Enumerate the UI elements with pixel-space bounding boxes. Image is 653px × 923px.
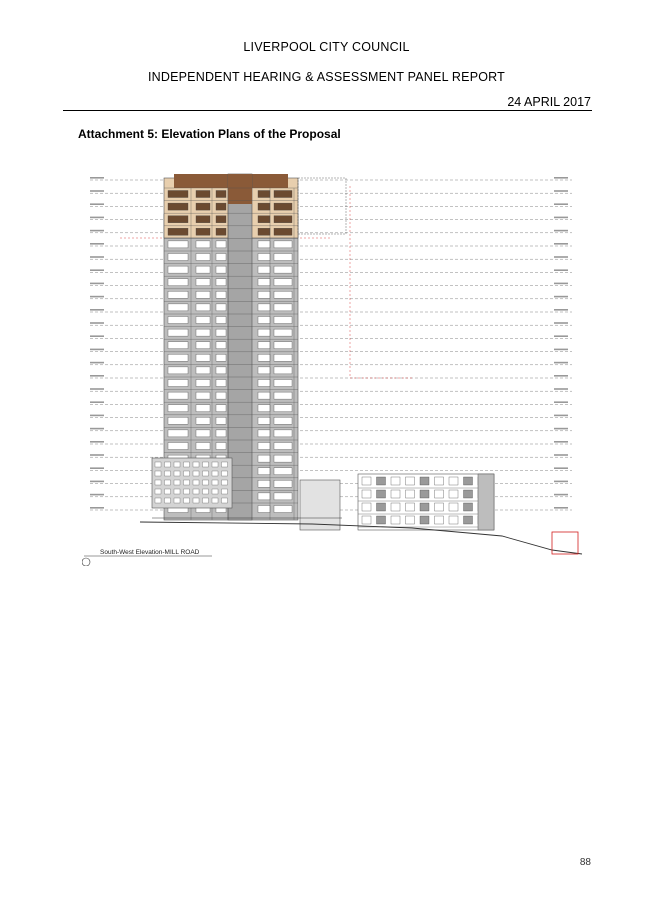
window	[274, 317, 292, 324]
window	[274, 342, 292, 349]
window	[274, 430, 292, 437]
window	[258, 417, 270, 424]
window	[258, 279, 270, 286]
level-tag-left	[90, 335, 104, 337]
window	[258, 329, 270, 336]
podium-window	[165, 489, 171, 494]
podium-window	[222, 471, 228, 476]
window	[274, 493, 292, 500]
level-tag-right	[554, 190, 568, 192]
lowrise-window	[464, 490, 473, 498]
level-tag-left	[90, 494, 104, 496]
podium-window	[174, 471, 180, 476]
window	[274, 354, 292, 361]
level-tag-left	[90, 269, 104, 271]
level-tag-left	[90, 415, 104, 417]
window	[168, 405, 188, 412]
window	[168, 417, 188, 424]
level-tag-left	[90, 190, 104, 192]
level-tag-right	[554, 507, 568, 509]
lowrise-window	[435, 490, 444, 498]
window	[216, 317, 226, 324]
lowrise-window	[406, 477, 415, 485]
level-tag-right	[554, 415, 568, 417]
window	[196, 191, 210, 198]
podium-window	[203, 498, 209, 503]
window	[274, 367, 292, 374]
lowrise-window	[420, 516, 429, 524]
level-tag-right	[554, 217, 568, 219]
lowrise-window	[391, 516, 400, 524]
lowrise-window	[362, 503, 371, 511]
level-tag-right	[554, 349, 568, 351]
window	[196, 354, 210, 361]
podium-window	[212, 471, 218, 476]
podium-window	[222, 462, 228, 467]
window	[196, 392, 210, 399]
podium-window	[184, 462, 190, 467]
window	[196, 367, 210, 374]
window	[216, 443, 226, 450]
window	[258, 468, 270, 475]
level-tag-right	[554, 428, 568, 430]
window	[168, 203, 188, 210]
lowrise-window	[406, 490, 415, 498]
podium-window	[155, 489, 161, 494]
lowrise-window	[435, 503, 444, 511]
window	[196, 430, 210, 437]
window	[216, 291, 226, 298]
window	[168, 191, 188, 198]
window	[216, 380, 226, 387]
window	[168, 430, 188, 437]
lowrise-window	[406, 503, 415, 511]
window	[258, 367, 270, 374]
window	[216, 392, 226, 399]
level-tag-right	[554, 309, 568, 311]
lowrise-window	[464, 503, 473, 511]
window	[168, 279, 188, 286]
window	[168, 380, 188, 387]
callout-box	[298, 178, 346, 234]
window	[258, 506, 270, 513]
window	[258, 304, 270, 311]
window	[274, 392, 292, 399]
lowrise-window	[420, 477, 429, 485]
level-tag-left	[90, 441, 104, 443]
core-roof	[228, 174, 252, 204]
window	[258, 443, 270, 450]
window	[168, 228, 188, 235]
level-tag-left	[90, 177, 104, 179]
level-tag-left	[90, 362, 104, 364]
window	[274, 455, 292, 462]
podium-window	[222, 480, 228, 485]
podium-window	[165, 471, 171, 476]
page-number: 88	[579, 857, 591, 868]
lowrise-window	[377, 516, 386, 524]
podium-window	[174, 489, 180, 494]
window	[258, 405, 270, 412]
window	[216, 241, 226, 248]
level-tag-left	[90, 256, 104, 258]
podium-window	[184, 489, 190, 494]
window	[168, 241, 188, 248]
level-tag-left	[90, 203, 104, 205]
window	[258, 380, 270, 387]
window	[196, 241, 210, 248]
lowrise-window	[362, 477, 371, 485]
level-tag-right	[554, 283, 568, 285]
podium-window	[174, 480, 180, 485]
lowrise-left-block	[300, 480, 340, 530]
window	[258, 354, 270, 361]
podium-window	[203, 489, 209, 494]
podium-window	[203, 471, 209, 476]
window	[274, 304, 292, 311]
podium-window	[165, 480, 171, 485]
podium-window	[193, 462, 199, 467]
level-tag-left	[90, 283, 104, 285]
level-tag-right	[554, 494, 568, 496]
level-tag-right	[554, 375, 568, 377]
podium-window	[155, 471, 161, 476]
level-tag-right	[554, 454, 568, 456]
podium-window	[155, 480, 161, 485]
level-tag-left	[90, 217, 104, 219]
podium-window	[212, 489, 218, 494]
window	[274, 216, 292, 223]
lowrise-window	[377, 477, 386, 485]
level-tag-right	[554, 230, 568, 232]
window	[274, 380, 292, 387]
window	[258, 392, 270, 399]
podium-window	[222, 489, 228, 494]
lowrise-stair	[478, 474, 494, 530]
window	[274, 417, 292, 424]
level-tag-right	[554, 481, 568, 483]
level-tag-left	[90, 481, 104, 483]
lowrise-window	[377, 490, 386, 498]
window	[274, 266, 292, 273]
window	[168, 254, 188, 261]
window	[274, 254, 292, 261]
podium-window	[174, 498, 180, 503]
window	[196, 216, 210, 223]
window	[258, 191, 270, 198]
low-rise-building	[300, 474, 494, 530]
council-name: LIVERPOOL CITY COUNCIL	[243, 40, 410, 54]
level-tag-left	[90, 296, 104, 298]
attachment-title: Attachment 5: Elevation Plans of the Proposal	[78, 127, 341, 141]
window	[258, 203, 270, 210]
podium-window	[222, 498, 228, 503]
window	[274, 279, 292, 286]
level-tag-right	[554, 388, 568, 390]
level-tag-left	[90, 375, 104, 377]
window	[216, 266, 226, 273]
level-tag-right	[554, 243, 568, 245]
level-tag-left	[90, 322, 104, 324]
level-tag-right	[554, 441, 568, 443]
window	[196, 279, 210, 286]
level-tag-left	[90, 428, 104, 430]
level-tag-right	[554, 401, 568, 403]
podium-window	[155, 498, 161, 503]
window	[258, 241, 270, 248]
window	[274, 203, 292, 210]
window	[216, 228, 226, 235]
window	[168, 291, 188, 298]
podium-window	[212, 498, 218, 503]
window	[216, 203, 226, 210]
window	[274, 443, 292, 450]
window	[196, 417, 210, 424]
window	[196, 443, 210, 450]
lowrise-window	[449, 516, 458, 524]
lowrise-window	[449, 503, 458, 511]
level-tag-right	[554, 335, 568, 337]
podium-window	[193, 489, 199, 494]
window	[274, 405, 292, 412]
lowrise-window	[435, 477, 444, 485]
tower-building	[152, 174, 346, 520]
lowrise-window	[377, 503, 386, 511]
window	[258, 216, 270, 223]
window	[168, 266, 188, 273]
window	[216, 367, 226, 374]
window	[216, 342, 226, 349]
window	[168, 329, 188, 336]
report-date: 24 APRIL 2017	[507, 95, 591, 109]
podium-window	[212, 480, 218, 485]
window	[168, 317, 188, 324]
lowrise-window	[464, 477, 473, 485]
elevation-caption: South-West Elevation-MILL ROAD	[100, 549, 200, 556]
window	[274, 480, 292, 487]
podium-window	[165, 498, 171, 503]
window	[216, 216, 226, 223]
podium-window	[174, 462, 180, 467]
podium-window	[203, 480, 209, 485]
level-tag-right	[554, 177, 568, 179]
lowrise-window	[391, 503, 400, 511]
window	[168, 216, 188, 223]
level-tag-left	[90, 309, 104, 311]
window	[168, 367, 188, 374]
caption-symbol	[82, 558, 90, 566]
window	[168, 443, 188, 450]
podium-window	[184, 498, 190, 503]
window	[216, 430, 226, 437]
window	[216, 191, 226, 198]
level-tag-left	[90, 230, 104, 232]
level-tag-right	[554, 256, 568, 258]
window	[274, 191, 292, 198]
podium-window	[212, 462, 218, 467]
podium-window	[193, 480, 199, 485]
podium-window	[203, 462, 209, 467]
lowrise-window	[362, 490, 371, 498]
level-tag-right	[554, 362, 568, 364]
podium	[152, 458, 232, 508]
window	[274, 468, 292, 475]
window	[258, 480, 270, 487]
lowrise-window	[406, 516, 415, 524]
lowrise-window	[420, 490, 429, 498]
podium-window	[155, 462, 161, 467]
window	[196, 228, 210, 235]
level-tag-left	[90, 467, 104, 469]
window	[196, 304, 210, 311]
level-tag-left	[90, 401, 104, 403]
window	[274, 329, 292, 336]
lowrise-window	[449, 477, 458, 485]
podium-window	[184, 471, 190, 476]
window	[274, 506, 292, 513]
window	[258, 430, 270, 437]
level-tag-right	[554, 296, 568, 298]
window	[196, 380, 210, 387]
header-divider	[63, 110, 592, 111]
window	[258, 266, 270, 273]
level-tag-left	[90, 349, 104, 351]
podium-window	[165, 462, 171, 467]
window	[196, 329, 210, 336]
window	[258, 254, 270, 261]
window	[216, 405, 226, 412]
window	[196, 291, 210, 298]
window	[274, 291, 292, 298]
window	[196, 266, 210, 273]
window	[196, 405, 210, 412]
window	[258, 317, 270, 324]
level-tag-left	[90, 243, 104, 245]
level-tag-right	[554, 269, 568, 271]
podium-window	[193, 471, 199, 476]
window	[168, 392, 188, 399]
lowrise-window	[391, 490, 400, 498]
window	[258, 493, 270, 500]
level-tag-right	[554, 322, 568, 324]
lowrise-window	[435, 516, 444, 524]
lowrise-window	[362, 516, 371, 524]
lowrise-window	[464, 516, 473, 524]
window	[258, 228, 270, 235]
window	[216, 354, 226, 361]
window	[196, 342, 210, 349]
window	[196, 317, 210, 324]
window	[168, 354, 188, 361]
level-tag-left	[90, 507, 104, 509]
lowrise-window	[420, 503, 429, 511]
window	[168, 304, 188, 311]
window	[258, 291, 270, 298]
report-title: INDEPENDENT HEARING & ASSESSMENT PANEL REPORT	[147, 70, 505, 84]
window	[258, 342, 270, 349]
window	[216, 417, 226, 424]
window	[258, 455, 270, 462]
level-tag-left	[90, 454, 104, 456]
window	[168, 342, 188, 349]
level-tag-left	[90, 388, 104, 390]
lowrise-window	[391, 477, 400, 485]
window	[196, 254, 210, 261]
window	[274, 228, 292, 235]
lowrise-window	[449, 490, 458, 498]
window	[216, 329, 226, 336]
level-tag-right	[554, 203, 568, 205]
window	[216, 304, 226, 311]
window	[196, 203, 210, 210]
window	[274, 241, 292, 248]
elevation-drawing	[82, 158, 592, 566]
podium-window	[193, 498, 199, 503]
window	[216, 279, 226, 286]
level-tag-right	[554, 467, 568, 469]
window	[216, 254, 226, 261]
podium-window	[184, 480, 190, 485]
